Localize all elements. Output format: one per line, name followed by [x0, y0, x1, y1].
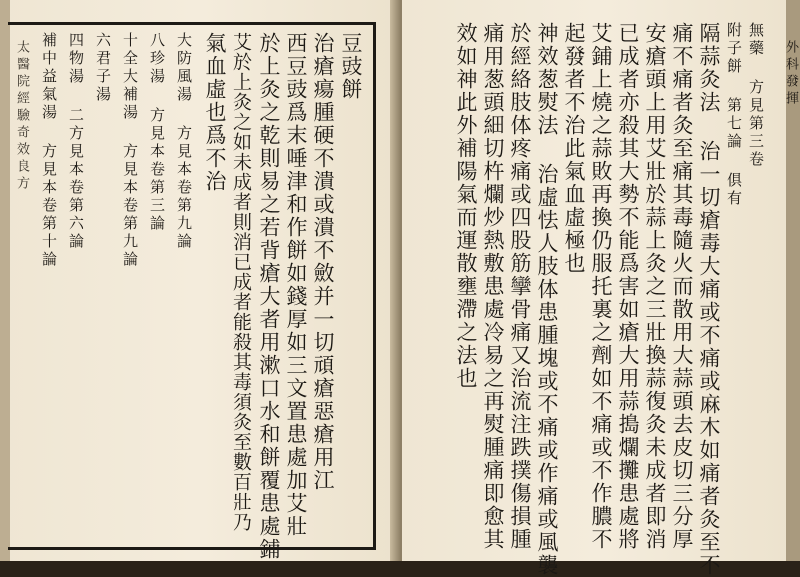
right-col-10: 於經絡肢体疼痛或四股筋攣骨痛又治流注跌撲傷損腫 [508, 22, 532, 551]
left-col-11: 四物湯 二方見本卷第六論 [67, 32, 85, 251]
right-col-3: 隔蒜灸法 治一切瘡毒大痛或不痛或麻木如痛者灸至不 [697, 22, 721, 577]
right-col-1: 無藥 方見第三卷 [747, 22, 765, 169]
left-margin-title: 太醫院經驗奇效良方 [14, 40, 29, 193]
right-col-7: 艾鋪上燒之蒜敗再換仍服托裏之劑如不痛或不作膿不 [589, 22, 613, 551]
right-col-11: 痛用葱頭細切杵爛炒熱敷患處冷易之再熨腫痛即愈其 [481, 22, 505, 551]
left-col-4: 於上灸之乾則易之若背瘡大者用漱口水和餅覆患處鋪 [257, 32, 281, 561]
right-col-5: 安瘡頭上用艾壯於蒜上灸之三壯換蒜復灸未成者即消 [643, 22, 667, 551]
right-col-12: 效如神此外補陽氣而運散壅滯之法也 [454, 22, 478, 390]
left-col-10: 六君子湯 [94, 32, 112, 104]
left-col-8: 八珍湯 方見本卷第三論 [148, 32, 166, 233]
right-col-2: 附子餅 第七論 俱有 [725, 22, 743, 208]
left-col-5: 艾於上灸之如未成者則消已成者能殺其毒須灸至數百壯乃 [230, 32, 252, 532]
left-col-7: 大防風湯 方見本卷第九論 [175, 32, 193, 251]
right-page [402, 0, 800, 577]
left-page [0, 0, 398, 561]
right-margin-title: 外科發揮 [783, 40, 798, 108]
right-col-8: 起發者不治此氣血虛極也 [562, 22, 586, 275]
right-col-6: 已成者亦殺其大勢不能爲害如瘡大用蒜搗爛攤患處將 [616, 22, 640, 551]
right-col-9: 神效葱熨法 治虛怯人肢体患腫塊或不痛或作痛或風襲 [535, 22, 559, 577]
right-col-4: 痛不痛者灸至痛其毒隨火而散用大蒜頭去皮切三分厚 [670, 22, 694, 551]
left-col-9: 十全大補湯 方見本卷第九論 [121, 32, 139, 269]
left-col-12: 補中益氣湯 方見本卷第十論 [40, 32, 58, 269]
left-col-1: 豆豉餅 [339, 32, 363, 101]
left-col-6: 氣血虛也爲不治 [203, 32, 227, 193]
left-col-2: 治瘡瘍腫硬不潰或潰不斂并一切頑瘡惡瘡用江 [311, 32, 335, 492]
left-col-3: 西豆豉爲末唾津和作餅如錢厚如三文置患處加艾壯 [284, 32, 308, 538]
